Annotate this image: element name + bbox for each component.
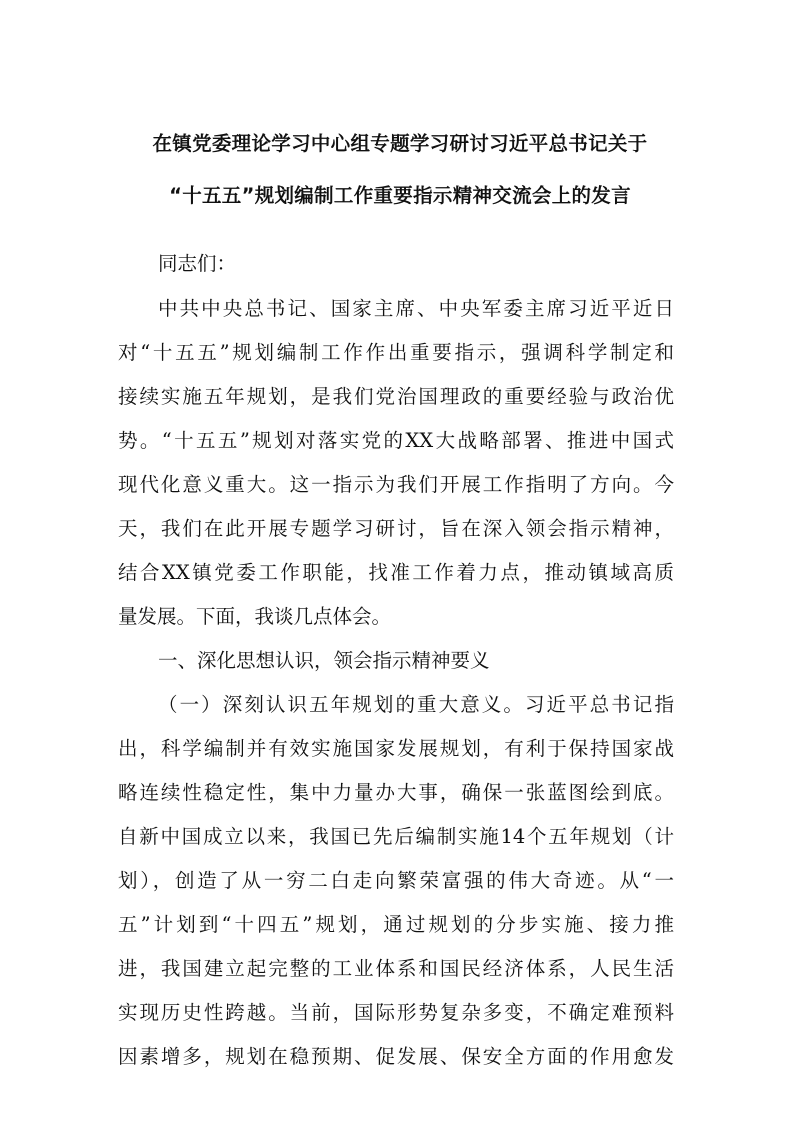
paragraph-line: 中共中央总书记、国家主席、中央军委主席习近平近日 (158, 297, 674, 320)
paragraph-line: 量发展。下面，我谈几点体会。 (118, 605, 392, 628)
paragraph-line: 现代化意义重大。这一指示为我们开展工作指明了方向。今 (118, 473, 674, 496)
paragraph-line: 略连续性稳定性，集中力量办大事，确保一张蓝图绘到底。 (118, 781, 674, 804)
paragraph-line: （一）深刻认识五年规划的重大意义。习近平总书记指 (158, 693, 674, 716)
paragraph-line: 划），创造了从一穷二白走向繁荣富强的伟大奇迹。从“一 (118, 869, 674, 892)
paragraph-line: 五”计划到“十四五”规划，通过规划的分步实施、接力推 (118, 913, 674, 936)
paragraph-line: 对“十五五”规划编制工作作出重要指示，强调科学制定和 (118, 341, 674, 364)
paragraph-line: 自新中国成立以来，我国已先后编制实施14个五年规划（计 (118, 825, 674, 848)
document-title-line-2: “十五五”规划编制工作重要指示精神交流会上的发言 (169, 184, 631, 207)
paragraph-line: 结合XX镇党委工作职能，找准工作着力点，推动镇域高质 (118, 561, 674, 584)
paragraph-line: 实现历史性跨越。当前，国际形势复杂多变，不确定难预料 (118, 1001, 674, 1024)
paragraph-line: 天，我们在此开展专题学习研讨，旨在深入领会指示精神， (118, 517, 674, 540)
paragraph-line: 出，科学编制并有效实施国家发展规划，有利于保持国家战 (118, 737, 674, 760)
paragraph-line: 因素增多，规划在稳预期、促发展、保安全方面的作用愈发 (118, 1045, 674, 1068)
paragraph-line: 势。“十五五”规划对落实党的XX大战略部署、推进中国式 (118, 429, 674, 452)
paragraph-line: 接续实施五年规划，是我们党治国理政的重要经验与政治优 (118, 385, 674, 408)
document-title-line-1: 在镇党委理论学习中心组专题学习研讨习近平总书记关于 (152, 132, 648, 155)
paragraph-line: 进，我国建立起完整的工业体系和国民经济体系，人民生活 (118, 957, 674, 980)
section-heading: 一、深化思想认识，领会指示精神要义 (158, 649, 490, 672)
salutation: 同志们： (158, 252, 237, 275)
